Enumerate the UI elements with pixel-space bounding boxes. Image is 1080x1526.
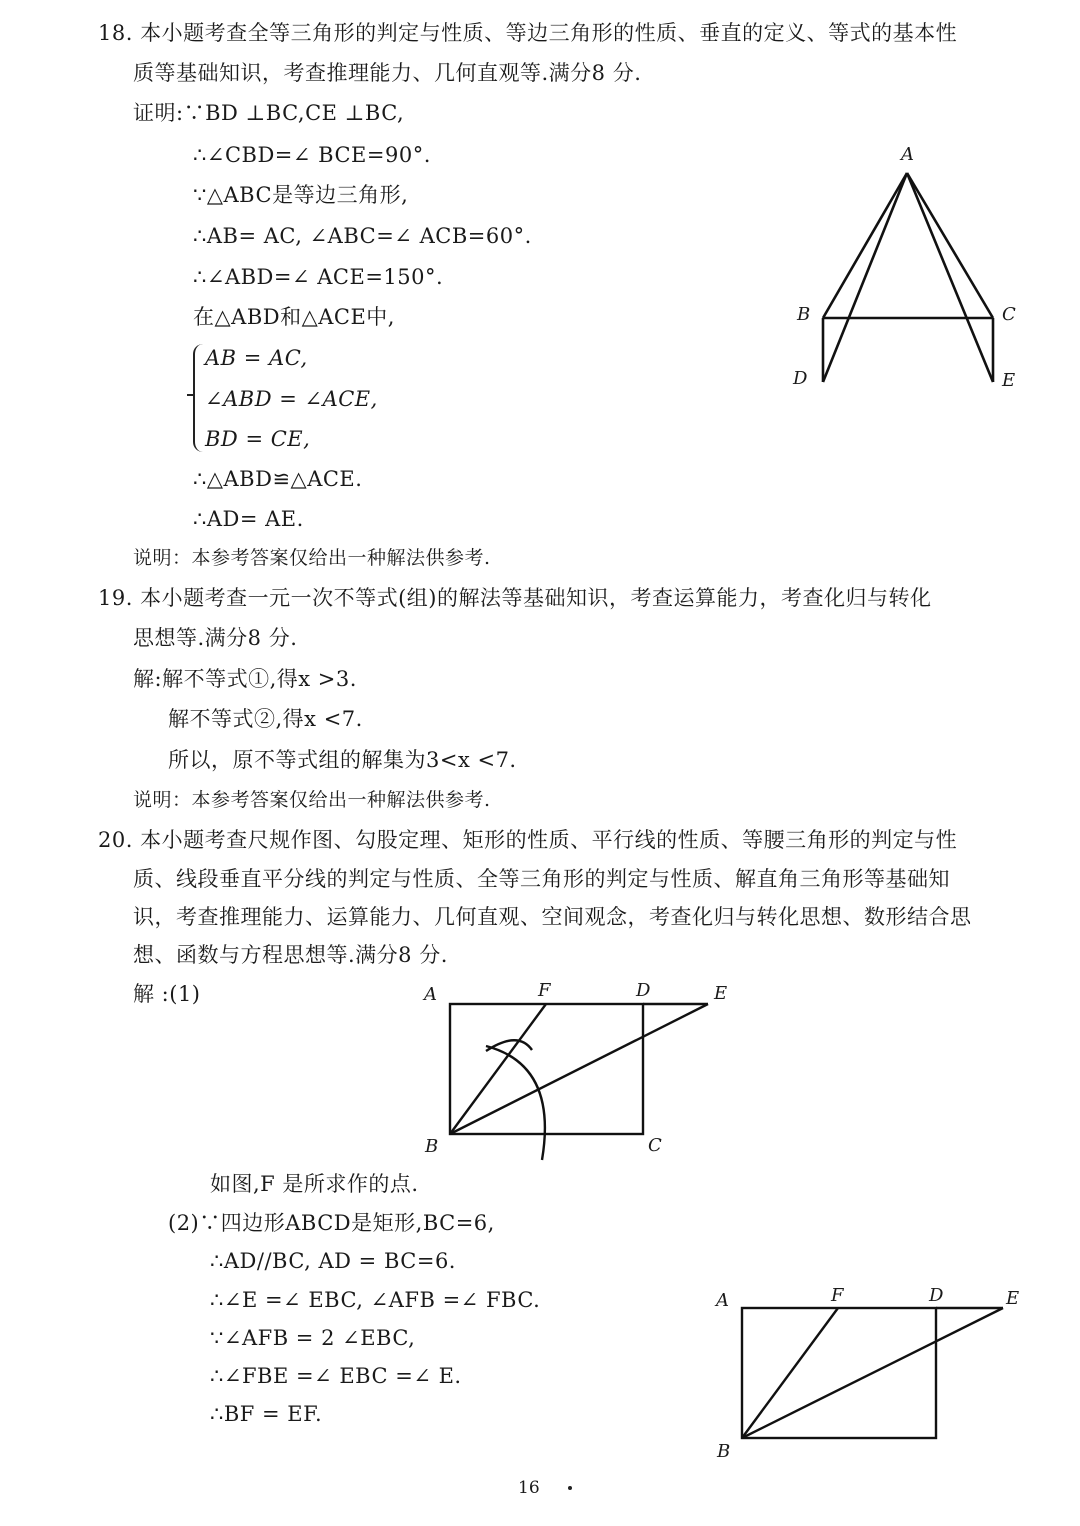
label-f: F xyxy=(538,980,551,1001)
q20-part2-line: ∴AD//BC, AD = BC=6. xyxy=(210,1249,456,1273)
q20-part2-line: ∵∠AFB = 2 ∠EBC, xyxy=(210,1326,416,1350)
q18-conclusion-line: ∴AD= AE. xyxy=(193,507,304,531)
q19-note: 说明：本参考答案仅给出一种解法供参考. xyxy=(133,789,491,811)
label-a: A xyxy=(901,144,914,165)
segment-be xyxy=(742,1308,1003,1438)
q18-intro-line2: 质等基础知识，考查推理能力、几何直观等.满分8 分. xyxy=(133,61,642,85)
q18-system-line: AB = AC, xyxy=(205,346,308,370)
segment-bf xyxy=(742,1308,838,1438)
q20-figure1 xyxy=(418,975,748,1170)
q18-figure xyxy=(780,140,1040,400)
label-e: E xyxy=(714,983,728,1004)
q20-part2-line: (2)∵四边形ABCD是矩形,BC=6, xyxy=(168,1211,495,1235)
q19-solution-line: 解:解不等式①,得x >3. xyxy=(133,667,357,691)
q20-intro-line2: 质、线段垂直平分线的判定与性质、全等三角形的判定与性质、解直角三角形等基础知 xyxy=(133,867,950,891)
q18-system-line: BD = CE, xyxy=(205,427,311,451)
construction-arc-large xyxy=(486,1046,545,1160)
label-c: C xyxy=(1002,304,1016,325)
label-d: D xyxy=(636,980,651,1001)
q18-proof-line: 证明:∵BD ⊥BC,CE ⊥BC, xyxy=(133,101,405,125)
system-brace-tip xyxy=(187,394,194,396)
q18-proof-line: ∴∠ABD=∠ ACE=150°. xyxy=(193,265,444,289)
label-b: B xyxy=(425,1136,439,1157)
q20-intro-line1: 20. 本小题考查尺规作图、勾股定理、矩形的性质、平行线的性质、等腰三角形的判定与性 xyxy=(98,828,958,852)
q18-proof-line: ∴∠CBD=∠ BCE=90°. xyxy=(193,143,431,167)
q19-intro-line2: 思想等.满分8 分. xyxy=(133,626,298,650)
q20-figure2 xyxy=(710,1280,1040,1470)
label-e: E xyxy=(1006,1288,1020,1309)
segment-be xyxy=(450,1004,708,1134)
segment-bf xyxy=(450,1004,546,1134)
q19-solution-line: 所以，原不等式组的解集为3<x <7. xyxy=(168,748,517,772)
segment-ae xyxy=(907,173,993,382)
q20-part2-line: ∴BF = EF. xyxy=(210,1402,323,1426)
q20-intro-line4: 想、函数与方程思想等.满分8 分. xyxy=(133,943,448,967)
q19-solution-line: 解不等式②,得x <7. xyxy=(168,707,363,731)
q20-intro-line3: 识，考查推理能力、运算能力、几何直观、空间观念，考查化归与转化思想、数形结合思 xyxy=(133,905,972,929)
label-b: B xyxy=(717,1441,731,1462)
segment-ac xyxy=(907,173,993,318)
q18-note: 说明：本参考答案仅给出一种解法供参考. xyxy=(133,547,491,569)
construction-arc-small xyxy=(486,1040,532,1051)
q18-intro-line1: 18. 本小题考查全等三角形的判定与性质、等边三角形的性质、垂直的定义、等式的基本性 xyxy=(98,21,958,45)
label-e: E xyxy=(1002,370,1016,391)
rectangle-abcd xyxy=(742,1308,936,1438)
q18-proof-line: ∴AB= AC, ∠ABC=∠ ACB=60°. xyxy=(193,224,532,248)
label-a: A xyxy=(716,1290,729,1311)
segment-ad xyxy=(823,173,907,382)
label-f: F xyxy=(831,1285,844,1306)
q20-part1-caption: 如图,F 是所求作的点. xyxy=(210,1172,419,1196)
q18-proof-line: 在△ABD和△ACE中, xyxy=(193,305,395,329)
page-dot xyxy=(568,1486,572,1490)
label-d: D xyxy=(929,1285,944,1306)
label-b: B xyxy=(797,304,811,325)
q20-part1-label: 解 :(1) xyxy=(133,982,201,1006)
page-number: 16 xyxy=(518,1478,540,1498)
rectangle-abcd xyxy=(450,1004,643,1134)
label-a: A xyxy=(424,984,437,1005)
label-d: D xyxy=(793,368,808,389)
q20-part2-line: ∴∠E =∠ EBC, ∠AFB =∠ FBC. xyxy=(210,1288,541,1312)
q18-system-line: ∠ABD = ∠ACE, xyxy=(205,387,378,411)
q18-conclusion-line: ∴△ABD≌△ACE. xyxy=(193,467,363,491)
segment-ab xyxy=(823,173,907,318)
label-c: C xyxy=(648,1135,662,1156)
q19-intro-line1: 19. 本小题考查一元一次不等式(组)的解法等基础知识，考查运算能力，考查化归与转化 xyxy=(98,586,932,610)
q20-part2-line: ∴∠FBE =∠ EBC =∠ E. xyxy=(210,1364,462,1388)
q18-proof-line: ∵△ABC是等边三角形, xyxy=(193,183,409,207)
